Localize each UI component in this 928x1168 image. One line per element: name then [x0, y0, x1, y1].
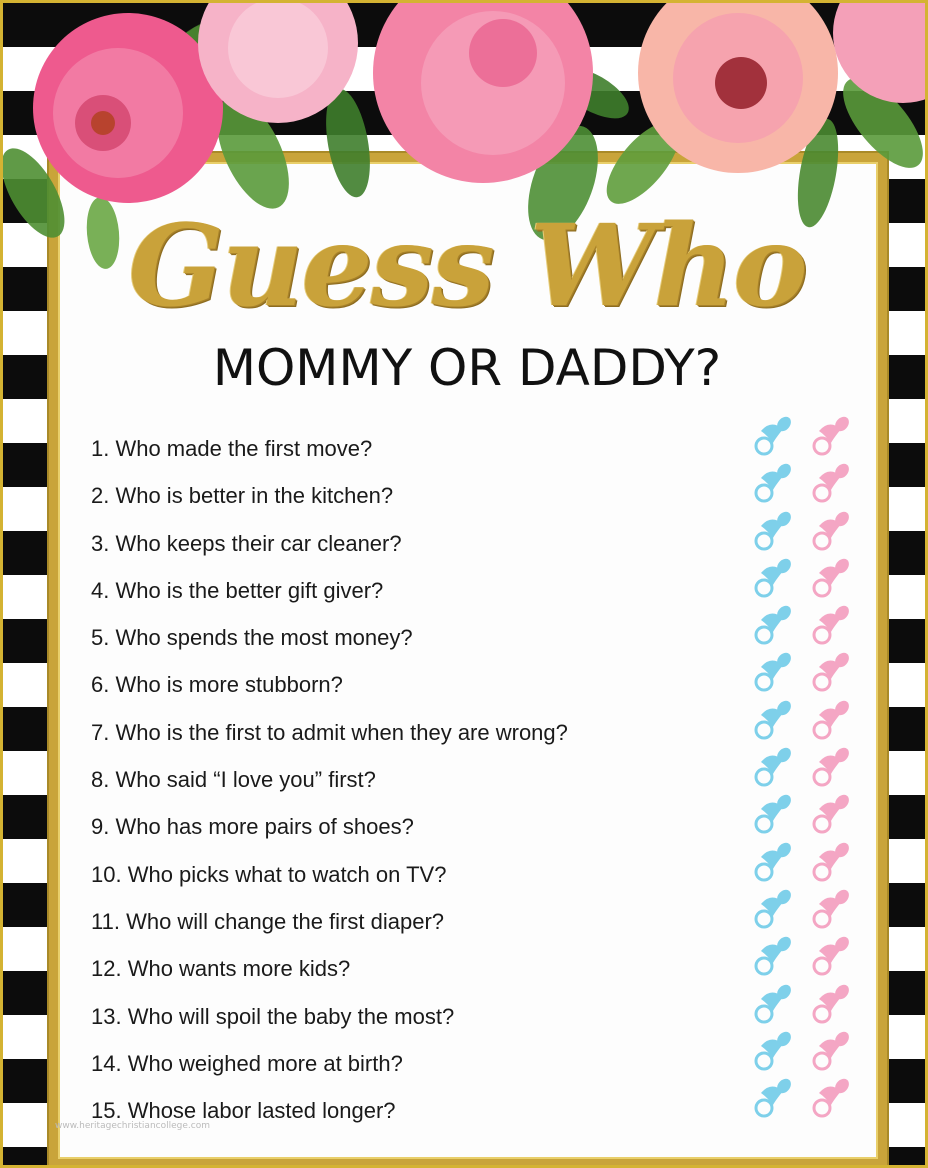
- question-item: 3. Who keeps their car cleaner?: [91, 530, 402, 556]
- question-item: 7. Who is the first to admit when they are wrong?: [91, 719, 568, 745]
- icon-row: [753, 462, 851, 509]
- blue-pacifier-icon[interactable]: [753, 888, 793, 930]
- blue-pacifier-icon[interactable]: [753, 983, 793, 1025]
- question-item: 14. Who weighed more at birth?: [91, 1050, 403, 1076]
- blue-pacifier-icon[interactable]: [753, 510, 793, 552]
- blue-pacifier-icon[interactable]: [753, 935, 793, 977]
- icon-row: [753, 793, 851, 840]
- blue-pacifier-icon[interactable]: [753, 415, 793, 457]
- pink-pacifier-icon[interactable]: [811, 888, 851, 930]
- blue-pacifier-icon[interactable]: [753, 557, 793, 599]
- icon-row: [753, 699, 851, 746]
- pink-pacifier-icon[interactable]: [811, 604, 851, 646]
- icon-row: [753, 841, 851, 888]
- pink-pacifier-icon[interactable]: [811, 462, 851, 504]
- question-item: 2. Who is better in the kitchen?: [91, 483, 394, 509]
- blue-pacifier-icon[interactable]: [753, 746, 793, 788]
- icon-row: [753, 557, 851, 604]
- question-item: 8. Who said “I love you” first?: [91, 767, 376, 793]
- question-item: 5. Who spends the most money?: [91, 625, 413, 651]
- pink-pacifier-icon[interactable]: [811, 1077, 851, 1119]
- question-item: 10. Who picks what to watch on TV?: [91, 861, 447, 887]
- pink-pacifier-icon[interactable]: [811, 415, 851, 457]
- icon-row: [753, 983, 851, 1030]
- blue-pacifier-icon[interactable]: [753, 1030, 793, 1072]
- icon-row: [753, 510, 851, 557]
- icon-row: [753, 1077, 851, 1124]
- question-item: 11. Who will change the first diaper?: [91, 908, 444, 934]
- blue-pacifier-icon[interactable]: [753, 699, 793, 741]
- question-item: 9. Who has more pairs of shoes?: [91, 814, 414, 840]
- pink-pacifier-icon[interactable]: [811, 651, 851, 693]
- title-guess-who: Guess Who: [128, 201, 806, 332]
- blue-pacifier-icon[interactable]: [753, 462, 793, 504]
- pink-pacifier-icon[interactable]: [811, 935, 851, 977]
- icon-row: [753, 1030, 851, 1077]
- pink-pacifier-icon[interactable]: [811, 557, 851, 599]
- question-item: 12. Who wants more kids?: [91, 956, 351, 982]
- pink-pacifier-icon[interactable]: [811, 699, 851, 741]
- icon-row: [753, 415, 851, 462]
- blue-pacifier-icon[interactable]: [753, 651, 793, 693]
- blue-pacifier-icon[interactable]: [753, 793, 793, 835]
- question-item: 13. Who will spoil the baby the most?: [91, 1003, 455, 1029]
- blue-pacifier-icon[interactable]: [753, 841, 793, 883]
- icon-row: [753, 746, 851, 793]
- pink-pacifier-icon[interactable]: [811, 510, 851, 552]
- icon-row: [753, 604, 851, 651]
- blue-pacifier-icon[interactable]: [753, 1077, 793, 1119]
- pink-pacifier-icon[interactable]: [811, 1030, 851, 1072]
- subtitle-mommy-or-daddy: MOMMY OR DADDY?: [212, 339, 722, 397]
- blue-pacifier-icon[interactable]: [753, 604, 793, 646]
- question-item: 1. Who made the first move?: [91, 436, 373, 461]
- question-list: [91, 431, 568, 1140]
- pink-pacifier-icon[interactable]: [811, 793, 851, 835]
- icon-row: [753, 888, 851, 935]
- question-item: 6. Who is more stubborn?: [91, 672, 343, 698]
- icon-row: [753, 651, 851, 698]
- question-item: 15. Whose labor lasted longer?: [91, 1098, 396, 1124]
- pink-pacifier-icon[interactable]: [811, 746, 851, 788]
- pink-pacifier-icon[interactable]: [811, 983, 851, 1025]
- pink-pacifier-icon[interactable]: [811, 841, 851, 883]
- answer-icon-columns: [753, 415, 851, 1124]
- watermark: www.heritagechristiancollege.com: [55, 1121, 210, 1131]
- question-item: 4. Who is the better gift giver?: [91, 577, 384, 603]
- icon-row: [753, 935, 851, 982]
